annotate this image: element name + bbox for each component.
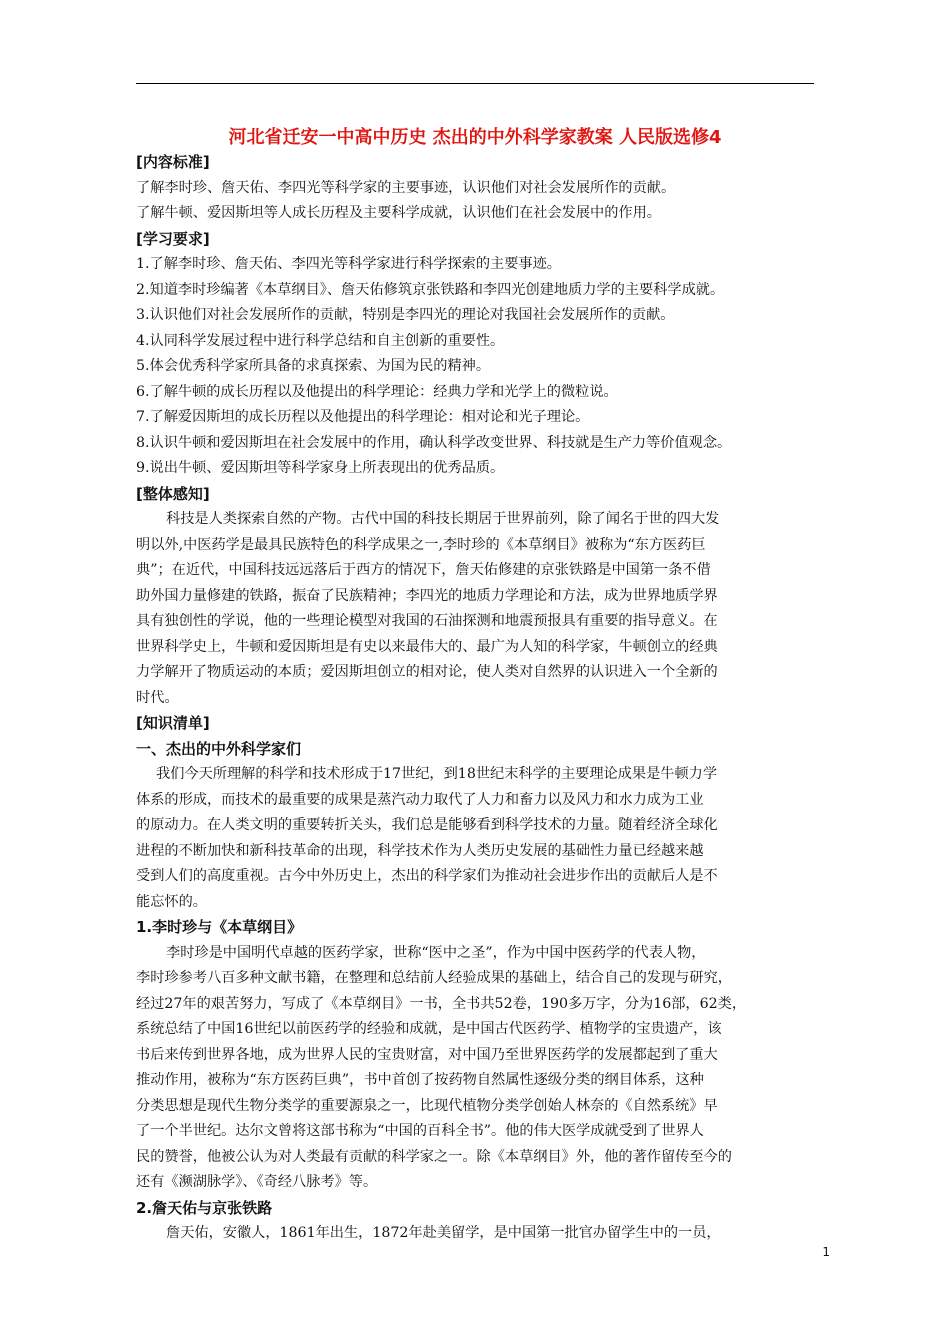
intro-paragraph (136, 762, 814, 915)
paragraph-line: 典”；在近代，中国科技远远落后于西方的情况下，詹天佑修建的京张铁路是中国第一条不借 (136, 562, 711, 578)
paragraph-line: 分类思想是现代生物分类学的重要源泉之一，比现代植物分类学创始人林奈的《自然系统》早 (136, 1097, 718, 1114)
requirement-item: 9.说出牛顿、爱因斯坦等科学家身上所表现出的优秀品质。 (136, 460, 505, 476)
paragraph-line: 世界科学史上，牛顿和爱因斯坦是有史以来最伟大的、最广为人知的科学家，牛顿创立的经典 (136, 638, 718, 655)
requirement-item: 6.了解牛顿的成长历程以及他提出的科学理论：经典力学和光学上的微粒说。 (136, 383, 618, 400)
paragraph-line: 詹天佑，安徽人，1861年出生，1872年赴美留学，是中国第一批官办留学生中的一员， (166, 1225, 721, 1241)
paragraph-line: 时代。 (136, 689, 179, 706)
subheading-scientists: 一、杰出的中外科学家们 (136, 739, 302, 758)
paragraph-line: 能忘怀的。 (136, 893, 207, 910)
paragraph-line: 助外国力量修建的铁路，振奋了民族精神；李四光的地质力学理论和方法，成为世界地质学界 (136, 587, 718, 604)
li-shizhen-paragraph (136, 941, 814, 1196)
requirement-item: 4.认同科学发展过程中进行科学总结和自主创新的重要性。 (136, 332, 505, 349)
paragraph-line: 民的赞誉，他被公认为对人类最有贡献的科学家之一。除《本草纲目》外，他的著作留传至今的 (136, 1148, 732, 1165)
paragraph-line: 推动作用，被称为“东方医药巨典”，书中首创了按药物自然属性逐级分类的纲目体系，这种 (136, 1072, 704, 1088)
heading-overall: [整体感知] (136, 484, 210, 503)
content-standard-line: 了解李时珍、詹天佑、李四光等科学家的主要事迹，认识他们对社会发展所作的贡献。 (136, 179, 676, 196)
paragraph-line: 具有独创性的学说，他的一些理论模型对我国的石油探测和地震预报具有重要的指导意义。在 (136, 613, 718, 629)
heading-content-standard: [内容标准] (136, 153, 210, 171)
paragraph-line: 经过27年的艰苦努力，写成了《本草纲目》一书，全书共52卷，190多万字，分为16部，62类， (136, 995, 747, 1012)
paragraph-line: 了一个半世纪。达尔文曾将这部书称为“中国的百科全书”。他的伟大医学成就受到了世界人 (136, 1123, 704, 1139)
requirement-item: 5.体会优秀科学家所具备的求真探索、为国为民的精神。 (136, 358, 491, 374)
document-body (136, 150, 814, 1247)
paragraph-line: 进程的不断加快和新科技革命的出现，科学技术作为人类历史发展的基础性力量已经越来越 (136, 842, 704, 859)
content-standard-line: 了解牛顿、爱因斯坦等人成长历程及主要科学成就，认识他们在社会发展中的作用。 (136, 205, 661, 221)
zhan-tianyou-paragraph (136, 1221, 814, 1247)
paragraph-line: 系统总结了中国16世纪以前医药学的经验和成就，是中国古代医药学、植物学的宝贵遗产，该 (136, 1021, 722, 1037)
paragraph-line: 力学解开了物质运动的本质；爱因斯坦创立的相对论，使人类对自然界的认识进入一个全新的 (136, 664, 718, 680)
requirement-item: 1.了解李时珍、詹天佑、李四光等科学家进行科学探索的主要事迹。 (136, 256, 561, 272)
paragraph-line: 体系的形成，而技术的最重要的成果是蒸汽动力取代了人力和畜力以及风力和水力成为工业 (136, 791, 704, 808)
heading-li-shizhen: 1.李时珍与《本草纲目》 (136, 918, 303, 936)
paragraph-line: 明以外,中医药学是最具民族特色的科学成果之一,李时珍的《本草纲目》被称为“东方医药巨 (136, 536, 706, 553)
paragraph-line: 李时珍参考八百多种文献书籍，在整理和总结前人经验成果的基础上，结合自己的发现与研究， (136, 970, 732, 986)
heading-requirements: [学习要求] (136, 229, 210, 248)
requirement-item: 3.认识他们对社会发展所作的贡献，特别是李四光的理论对我国社会发展所作的贡献。 (136, 307, 675, 323)
requirement-item: 7.了解爱因斯坦的成长历程以及他提出的科学理论：相对论和光子理论。 (136, 409, 590, 425)
heading-knowledge: [知识清单] (136, 714, 210, 732)
page-number: 1 (822, 1245, 830, 1259)
paragraph-line: 的原动力。在人类文明的重要转折关头，我们总是能够看到科学技术的力量。随着经济全球化 (136, 817, 718, 833)
heading-zhan-tianyou: 2.詹天佑与京张铁路 (136, 1198, 273, 1217)
requirement-item: 8.认识牛顿和爱因斯坦在社会发展中的作用，确认科学改变世界、科技就是生产力等价值观念。 (136, 434, 732, 451)
paragraph-line: 我们今天所理解的科学和技术形成于17世纪，到18世纪末科学的主要理论成果是牛顿力学 (156, 766, 718, 782)
paragraph-line: 科技是人类探索自然的产物。古代中国的科技长期居于世界前列，除了闻名于世的四大发 (166, 511, 720, 527)
requirement-item: 2.知道李时珍编著《本草纲目》、詹天佑修筑京张铁路和李四光创建地质力学的主要科学成就。 (136, 281, 725, 298)
header-rule (136, 83, 814, 84)
paragraph-line: 书后来传到世界各地，成为世界人民的宝贵财富，对中国乃至世界医药学的发展都起到了重大 (136, 1046, 718, 1063)
paragraph-line: 李时珍是中国明代卓越的医药学家，世称“医中之圣”，作为中国中医药学的代表人物， (166, 944, 706, 961)
document-title: 河北省迁安一中高中历史 杰出的中外科学家教案 人民版选修4 (228, 127, 722, 148)
paragraph-line: 还有《濒湖脉学》、《奇经八脉考》等。 (136, 1174, 378, 1190)
overall-paragraph (136, 507, 814, 711)
paragraph-line: 受到人们的高度重视。古今中外历史上，杰出的科学家们为推动社会进步作出的贡献后人是不 (136, 868, 718, 884)
